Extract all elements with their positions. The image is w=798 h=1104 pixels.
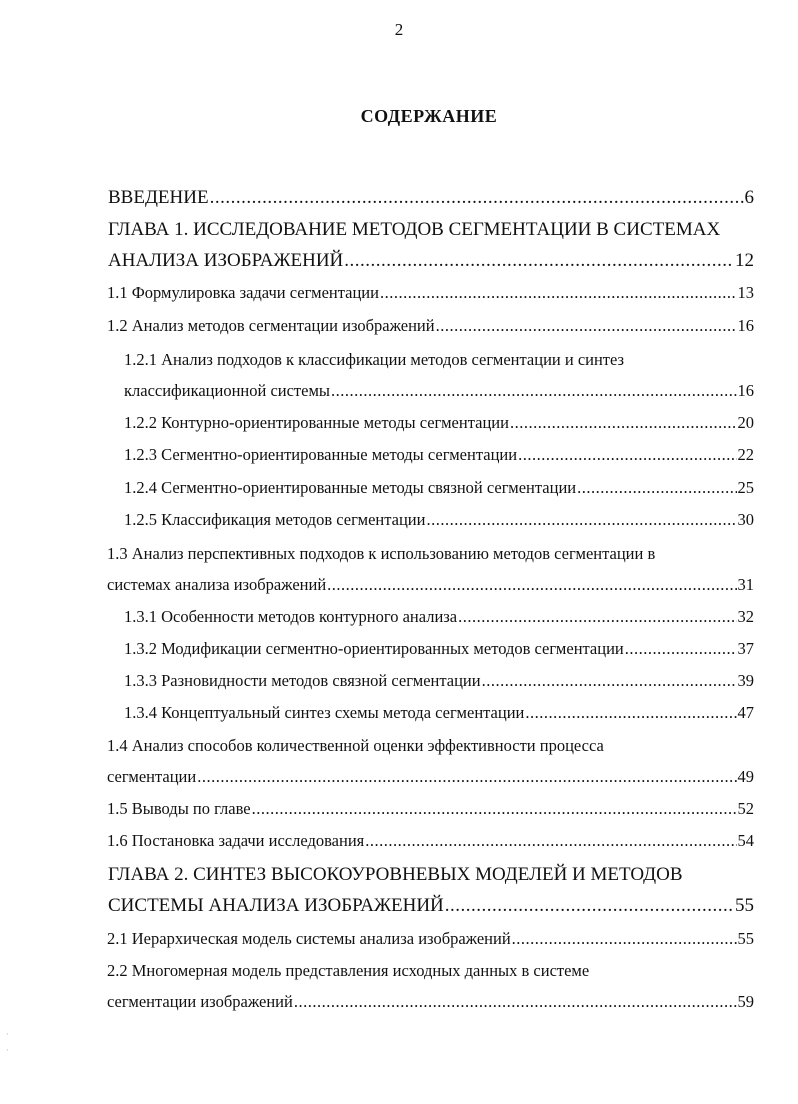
dot-leader [380, 283, 737, 303]
toc-entry-page: 16 [737, 381, 754, 400]
toc-entry-title: 1.2.5 Классификация методов сегментации [124, 510, 426, 529]
dot-leader [436, 316, 737, 336]
toc-entry-title: 1.1 Формулировка задачи сегментации [107, 283, 379, 302]
page-number: 2 [394, 20, 404, 39]
toc-entry [124, 435, 754, 465]
toc-title: СОДЕРЖАНИЕ [360, 106, 498, 126]
dot-leader [344, 251, 734, 271]
toc-entry-page: 16 [737, 316, 754, 335]
toc-entry-page: 13 [737, 283, 754, 302]
toc-entry-page: 54 [737, 831, 754, 850]
scan-artifact: · [6, 1030, 9, 1039]
toc-entry-title: СИСТЕМЫ АНАЛИЗА ИЗОБРАЖЕНИЙ [108, 895, 444, 916]
toc-entry-title: ГЛАВА 1. ИССЛЕДОВАНИЕ МЕТОДОВ СЕГМЕНТАЦИИ В СИСТЕМАХ [108, 219, 721, 240]
toc-entry-page: 6 [744, 187, 754, 208]
toc-entry [124, 500, 754, 530]
toc-entry-page: 55 [737, 929, 754, 948]
toc-entry [107, 821, 754, 851]
dot-leader [525, 703, 736, 723]
toc-entry-page: 22 [737, 445, 754, 464]
toc-entry [108, 210, 754, 240]
toc-entry [124, 629, 754, 659]
toc-entry [107, 306, 754, 336]
dot-leader [458, 607, 736, 627]
toc-entry-page: 55 [735, 895, 754, 916]
dot-leader [518, 445, 736, 465]
toc-entry-title: ВВЕДЕНИЕ [108, 187, 209, 208]
toc-entry-title: 1.3.3 Разновидности методов связной сегментации [124, 671, 481, 690]
toc-entry-page: 31 [737, 575, 754, 594]
dot-leader [445, 896, 734, 916]
toc-entry-page: 30 [737, 510, 754, 529]
dot-leader [365, 831, 736, 851]
toc-entry-title: 1.3.2 Модификации сегментно-ориентированных методов сегментации [124, 639, 624, 658]
toc-entry-title: 1.2 Анализ методов сегментации изображений [107, 316, 435, 335]
dot-leader [294, 992, 737, 1012]
toc-entry-page: 32 [737, 607, 754, 626]
toc-entry-title: 1.3.4 Концептуальный синтез схемы метода сегментации [124, 703, 525, 722]
toc-entry [124, 403, 754, 433]
toc-entry [107, 273, 754, 303]
toc-entry-page: 12 [735, 250, 754, 271]
toc-entry [108, 886, 754, 916]
toc-entry-title: 1.2.4 Сегментно-ориентированные методы связной сегментации [124, 478, 577, 497]
toc-entry [124, 340, 754, 370]
toc-entry [107, 757, 754, 787]
toc-entry-title: 2.2 Многомерная модель представления исходных данных в системе [107, 961, 590, 980]
dot-leader [331, 381, 737, 401]
toc-entry-title: сегментации изображений [107, 992, 293, 1011]
dot-leader [197, 767, 736, 787]
toc-entry-title: 1.2.1 Анализ подходов к классификации методов сегментации и синтез [124, 350, 625, 369]
toc-entry [124, 468, 754, 498]
toc-entry-title: ГЛАВА 2. СИНТЕЗ ВЫСОКОУРОВНЕВЫХ МОДЕЛЕЙ И МЕТОДОВ [108, 864, 683, 885]
toc-entry [107, 534, 754, 564]
toc-entry [124, 661, 754, 691]
toc-entry-title: 1.3.1 Особенности методов контурного анализа [124, 607, 458, 626]
toc-entry-page: 47 [737, 703, 754, 722]
toc-entry-page: 37 [737, 639, 754, 658]
toc-entry-page: 20 [737, 413, 754, 432]
toc-entry [107, 789, 754, 819]
toc-entry [108, 178, 754, 208]
dot-leader [625, 639, 737, 659]
toc-entry-title: 1.2.3 Сегментно-ориентированные методы сегментации [124, 445, 518, 464]
toc-entry [108, 241, 754, 271]
toc-entry-title: классификационной системы [124, 381, 330, 400]
toc-entry-title: 2.1 Иерархическая модель системы анализа изображений [107, 929, 511, 948]
dot-leader [577, 478, 736, 498]
toc-entry-page: 52 [737, 799, 754, 818]
toc-entry [124, 371, 754, 401]
toc-entry-title: сегментации [107, 767, 197, 786]
toc-entry [107, 726, 754, 756]
toc-entry-title: системах анализа изображений [107, 575, 327, 594]
toc-entry-page: 25 [737, 478, 754, 497]
toc-entry [124, 597, 754, 627]
toc-entry [124, 693, 754, 723]
toc-entry [107, 565, 754, 595]
toc-entry [107, 919, 754, 949]
dot-leader [252, 799, 737, 819]
toc-entry-title: 1.5 Выводы по главе [107, 799, 251, 818]
toc-entry-title: 1.3 Анализ перспективных подходов к использованию методов сегментации в [107, 544, 656, 563]
dot-leader [510, 413, 737, 433]
toc-entry [108, 855, 754, 885]
toc-entry-title: 1.6 Постановка задачи исследования [107, 831, 365, 850]
scan-artifact: · [6, 1046, 9, 1055]
toc-entry [107, 982, 754, 1012]
toc-entry-title: 1.4 Анализ способов количественной оценки эффективности процесса [107, 736, 604, 755]
dot-leader [426, 510, 736, 530]
dot-leader [512, 929, 737, 949]
toc-entry-page: 49 [737, 767, 754, 786]
toc-entry-page: 39 [737, 671, 754, 690]
toc-entry-title: 1.2.2 Контурно-ориентированные методы сегментации [124, 413, 509, 432]
dot-leader [482, 671, 737, 691]
toc-entry-title: АНАЛИЗА ИЗОБРАЖЕНИЙ [108, 250, 344, 271]
toc-entry-page: 59 [737, 992, 754, 1011]
toc-entry [107, 951, 754, 981]
dot-leader [327, 575, 736, 595]
dot-leader [210, 188, 744, 208]
